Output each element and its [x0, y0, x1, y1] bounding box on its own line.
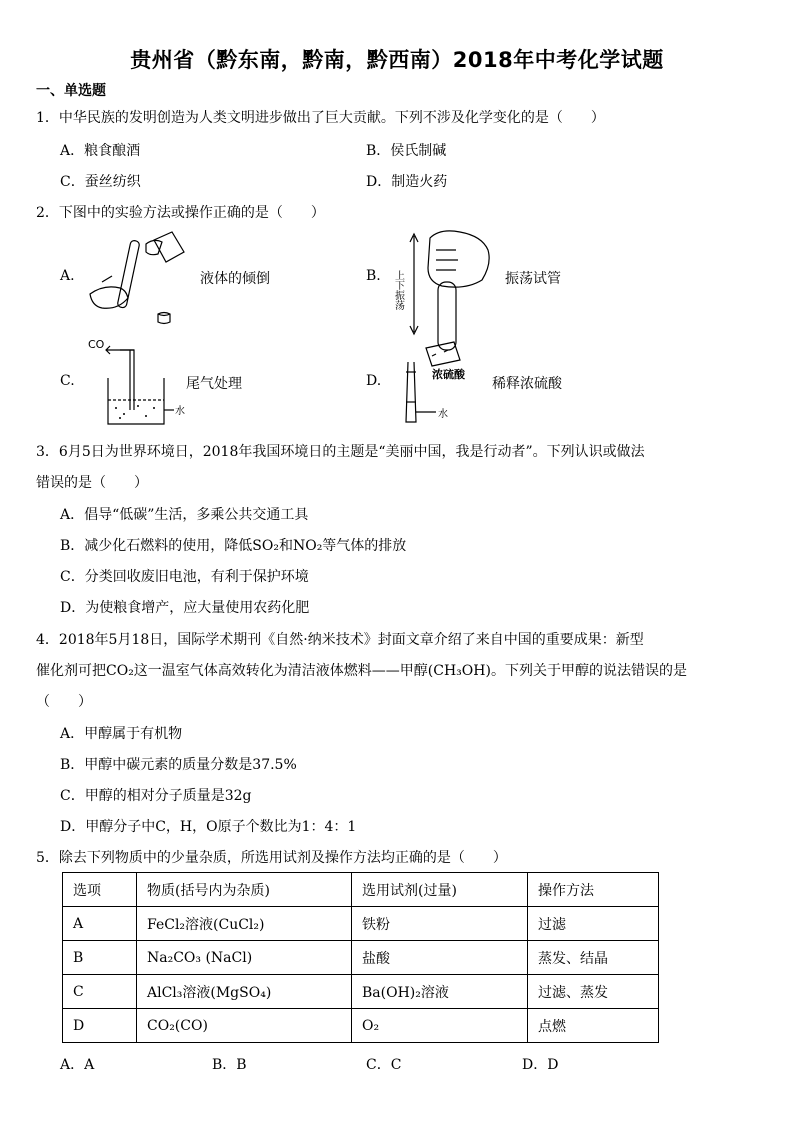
q4-option-c: C．甲醇的相对分子质量是32g — [60, 788, 252, 804]
q2-option-c-caption: 尾气处理 — [186, 376, 242, 392]
q2-option-c-letter: C. — [60, 373, 75, 389]
q4-option-a: A．甲醇属于有机物 — [60, 726, 183, 742]
table-cell: Na₂CO₃ (NaCl) — [137, 941, 352, 975]
q1-option-c: C．蚕丝纺织 — [60, 174, 141, 190]
q3-option-a: A．倡导“低碳”生活，多乘公共交通工具 — [60, 507, 309, 523]
table-row — [63, 941, 659, 975]
water-label-c: 水 — [175, 406, 185, 417]
q4-stem-line2: 催化剂可把CO₂这一温室气体高效转化为清洁液体燃料——甲醇(CH₃OH)。下列关于甲醇的说法错误的是 — [36, 663, 687, 679]
q2-stem: 2．下图中的实验方法或操作正确的是（ ） — [36, 205, 325, 221]
q4-option-d: D．甲醇分子中C，H，O原子个数比为1：4：1 — [60, 819, 357, 835]
section-heading: 一、单选题 — [36, 83, 106, 99]
table-cell: C — [63, 975, 137, 1009]
table-cell: 过滤 — [528, 907, 659, 941]
table-row — [63, 1009, 659, 1043]
q2-option-d-letter: D. — [366, 373, 382, 389]
q1-stem: 1．中华民族的发明创造为人类文明进步做出了巨大贡献。下列不涉及化学变化的是（ ） — [36, 110, 605, 126]
q1-option-a: A．粮食酿酒 — [60, 143, 141, 159]
q3-option-b: B．减少化石燃料的使用，降低SO₂和NO₂等气体的排放 — [60, 538, 407, 554]
dilute-acid-figure — [392, 332, 488, 432]
table-row — [63, 907, 659, 941]
page-title: 贵州省（黔东南，黔南，黔西南）2018年中考化学试题 — [130, 48, 664, 72]
table-cell: AlCl₃溶液(MgSO₄) — [137, 975, 352, 1009]
q1-option-d: D．制造火药 — [366, 174, 448, 190]
q2-option-b-letter: B. — [366, 268, 381, 284]
shake-label: 上下振荡 — [392, 270, 404, 310]
q3-option-c: C．分类回收废旧电池，有利于保护环境 — [60, 569, 309, 585]
co-label: CO — [88, 338, 105, 351]
q2-option-a-letter: A. — [60, 268, 75, 284]
q5-option-b: B．B — [212, 1057, 247, 1073]
table-row — [63, 975, 659, 1009]
q3-stem-line1: 3．6月5日为世界环境日，2018年我国环境日的主题是“美丽中国，我是行动者”。下列认识或做法 — [36, 444, 645, 460]
table-cell: Ba(OH)₂溶液 — [352, 975, 528, 1009]
table-cell: B — [63, 941, 137, 975]
q2-option-b-caption: 振荡试管 — [505, 271, 561, 287]
exhaust-treatment-figure — [86, 334, 186, 430]
q4-stem-line1: 4．2018年5月18日，国际学术期刊《自然·纳米技术》封面文章介绍了来自中国的重要成果：新型 — [36, 632, 644, 648]
q2-option-a-caption: 液体的倾倒 — [200, 271, 270, 287]
table-cell: 点燃 — [528, 1009, 659, 1043]
table-header-cell: 选用试剂(过量) — [352, 873, 528, 907]
acid-label: 浓硫酸 — [432, 368, 465, 381]
table-cell: 铁粉 — [352, 907, 528, 941]
table-header-cell: 选项 — [63, 873, 137, 907]
table-cell: A — [63, 907, 137, 941]
q4-option-b: B．甲醇中碳元素的质量分数是37.5% — [60, 757, 297, 773]
q3-stem-line2: 错误的是（ ） — [36, 475, 148, 491]
q3-option-d: D．为使粮食增产，应大量使用农药化肥 — [60, 600, 310, 616]
table-cell: D — [63, 1009, 137, 1043]
table-cell: O₂ — [352, 1009, 528, 1043]
table-cell: 过滤、蒸发 — [528, 975, 659, 1009]
q5-option-d: D．D — [522, 1057, 559, 1073]
q1-option-b: B．侯氏制碱 — [366, 143, 447, 159]
table-cell: 蒸发、结晶 — [528, 941, 659, 975]
table-cell: 盐酸 — [352, 941, 528, 975]
q2-option-d-caption: 稀释浓硫酸 — [492, 376, 562, 392]
table-header-row — [63, 873, 659, 907]
table-cell: CO₂(CO) — [137, 1009, 352, 1043]
q5-option-a: A．A — [60, 1057, 95, 1073]
q4-stem-line3: （ ） — [36, 694, 92, 710]
q5-option-c: C．C — [366, 1057, 402, 1073]
table-header-cell: 操作方法 — [528, 873, 659, 907]
q5-stem: 5．除去下列物质中的少量杂质，所选用试剂及操作方法均正确的是（ ） — [36, 850, 507, 866]
table-header-cell: 物质(括号内为杂质) — [137, 873, 352, 907]
q5-table — [62, 872, 659, 1043]
water-label-d: 水 — [438, 409, 448, 420]
table-cell: FeCl₂溶液(CuCl₂) — [137, 907, 352, 941]
pouring-liquid-figure — [84, 222, 194, 332]
